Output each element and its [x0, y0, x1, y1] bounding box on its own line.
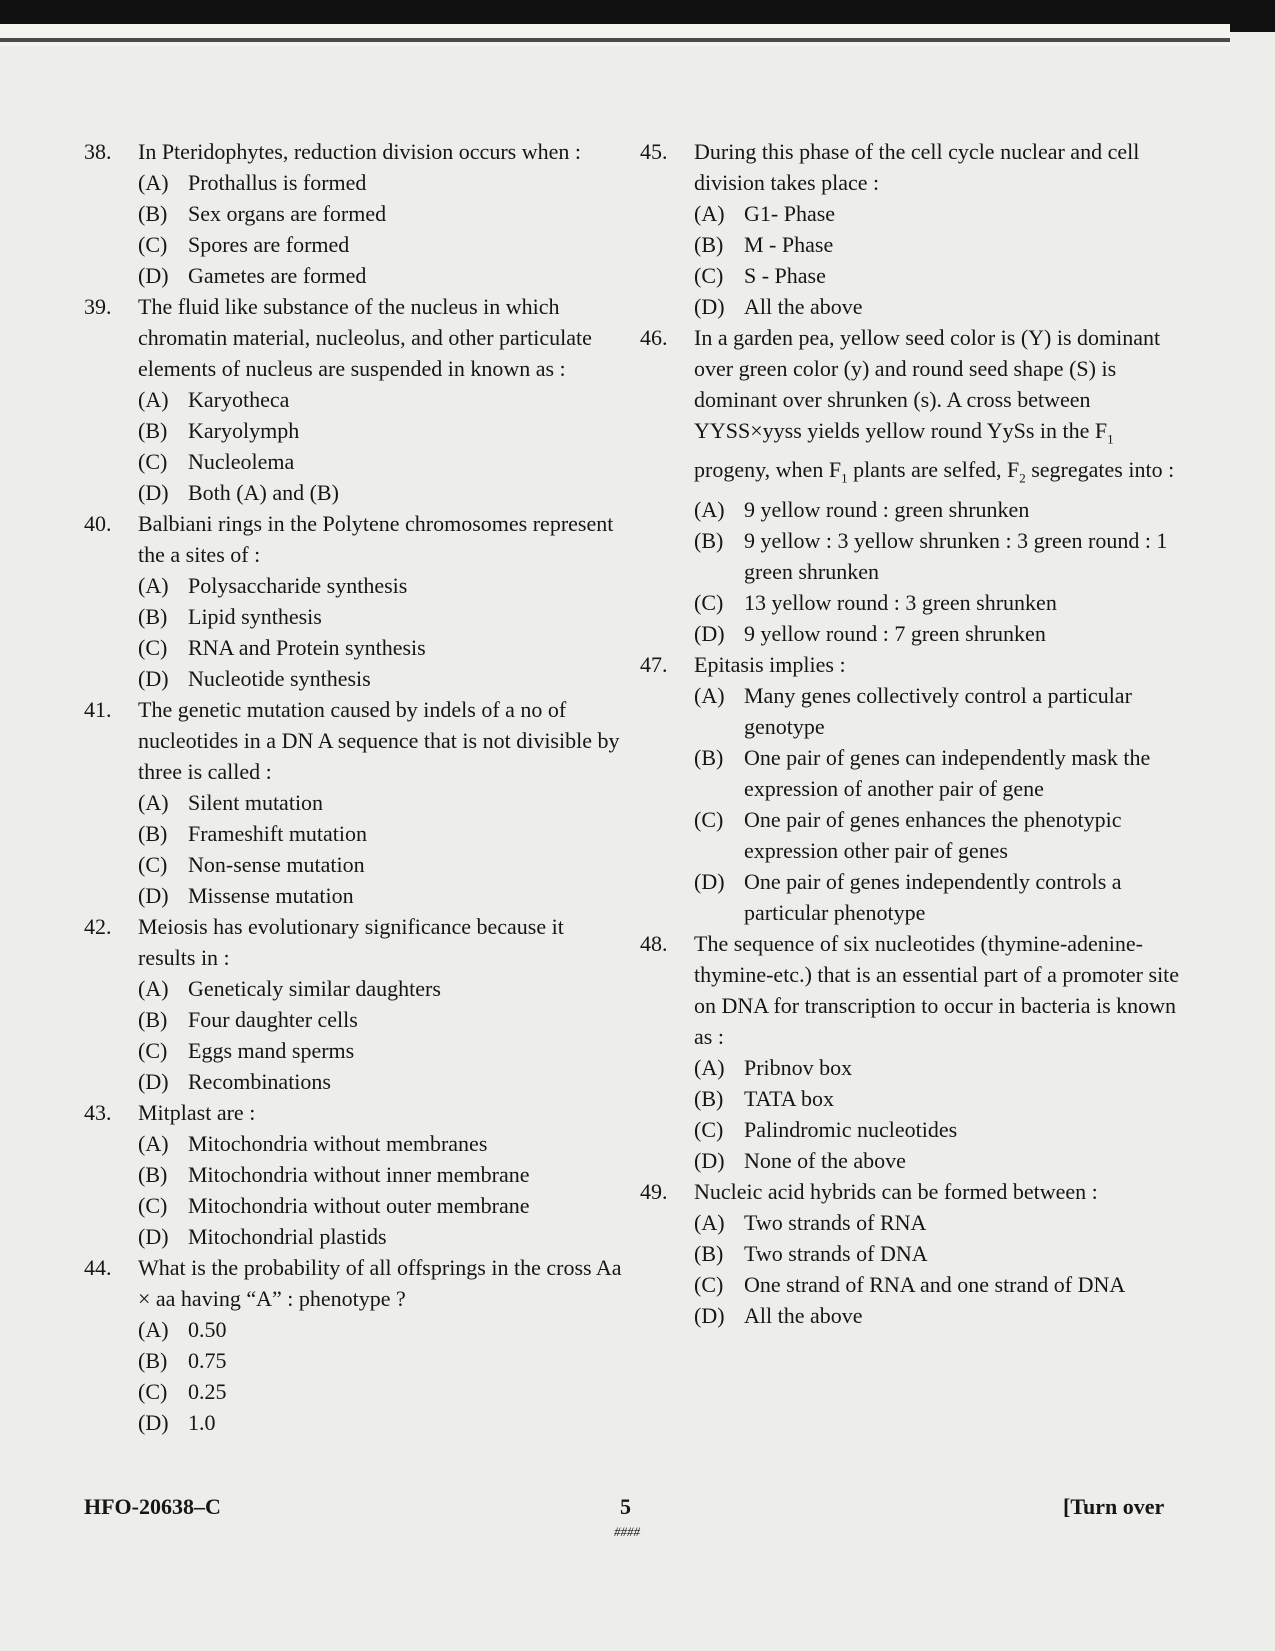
- question: [84, 1252, 624, 1438]
- option-label: (C): [694, 589, 724, 615]
- question-number: 47.: [640, 651, 668, 677]
- option-label: (C): [138, 852, 168, 877]
- option: [138, 1035, 624, 1066]
- option: [694, 866, 1180, 928]
- option-label: (C): [138, 1193, 168, 1218]
- option-label: (A): [694, 496, 725, 522]
- option: [138, 818, 624, 849]
- option-text: M - Phase: [744, 232, 834, 257]
- option-label: (C): [694, 1271, 724, 1297]
- subscript: 1: [1107, 431, 1114, 447]
- question: [84, 508, 624, 694]
- option-label: (B): [694, 744, 724, 770]
- page-hash-mark: ####: [614, 1524, 640, 1539]
- option: [138, 446, 624, 477]
- option-label: (C): [694, 806, 724, 832]
- option-text: Polysaccharide synthesis: [188, 573, 408, 598]
- option-label: (B): [694, 1085, 724, 1111]
- question-number: 38.: [84, 139, 112, 164]
- question-text-part: segregates into :: [1025, 457, 1175, 483]
- option: [138, 1066, 624, 1097]
- option: [138, 415, 624, 446]
- option-label: (A): [694, 201, 725, 226]
- option: [694, 229, 1180, 260]
- option: [694, 291, 1180, 322]
- option: [138, 1159, 624, 1190]
- question-number: 43.: [84, 1100, 112, 1125]
- option-label: (B): [138, 1348, 168, 1373]
- option-label: (A): [138, 976, 169, 1001]
- option-label: (A): [694, 1054, 725, 1080]
- option-text: 9 yellow : 3 yellow shrunken : 3 green round : 1 green shrunken: [744, 527, 1168, 584]
- option-text: Geneticaly similar daughters: [188, 976, 441, 1001]
- option-text: TATA box: [744, 1085, 834, 1111]
- option: [138, 1190, 624, 1221]
- question-text-part: In a garden pea, yellow seed color is (Y) is dominant over green color (y) and round seed shape (S) is dominant over shrunken (s). A cross between YYSS×yyss yields yellow round YySs in the F: [694, 325, 1161, 443]
- option-text: Lipid synthesis: [188, 604, 322, 629]
- option-label: (C): [694, 1116, 724, 1142]
- option-text: RNA and Protein synthesis: [188, 635, 426, 660]
- option-text: 0.25: [188, 1379, 227, 1404]
- option: [694, 1114, 1180, 1145]
- question: [640, 649, 1180, 928]
- option: [694, 198, 1180, 229]
- option-label: (D): [138, 883, 169, 908]
- question-text: The sequence of six nucleotides (thymine-adenine-thymine-etc.) that is an essential part of a promoter site on DNA for transcription to occur in bacteria is known as :: [694, 930, 1180, 1049]
- option-label: (C): [138, 1379, 168, 1404]
- option-text: All the above: [744, 1302, 863, 1328]
- option: [694, 1145, 1180, 1176]
- option-text: Recombinations: [188, 1069, 331, 1094]
- option-label: (D): [138, 1069, 169, 1094]
- question-number: 40.: [84, 511, 112, 536]
- option: [138, 787, 624, 818]
- question: [84, 694, 624, 911]
- option-text: All the above: [744, 294, 863, 319]
- option-label: (C): [138, 232, 168, 257]
- question-text: The fluid like substance of the nucleus in which chromatin material, nucleolus, and other particulate elements of nucleus are suspended in known as :: [138, 294, 592, 381]
- option: [138, 1407, 624, 1438]
- option-text: Mitochondrial plastids: [188, 1224, 387, 1249]
- option: [694, 260, 1180, 291]
- question-text: Meiosis has evolutionary significance because it results in :: [138, 914, 564, 970]
- option-text: Frameshift mutation: [188, 821, 368, 846]
- option: [138, 1345, 624, 1376]
- subscript: 1: [841, 470, 848, 486]
- question-text: Epitasis implies :: [694, 651, 846, 677]
- option-text: One strand of RNA and one strand of DNA: [744, 1271, 1126, 1297]
- option-text: S - Phase: [744, 263, 826, 288]
- option-label: (A): [138, 790, 169, 815]
- question-text: Balbiani rings in the Polytene chromosomes represent the a sites of :: [138, 511, 614, 567]
- option-text: Pribnov box: [744, 1054, 853, 1080]
- option: [138, 663, 624, 694]
- option: [694, 618, 1180, 649]
- question-number: 46.: [640, 325, 668, 350]
- option-label: (D): [138, 1224, 169, 1249]
- question-number: 44.: [84, 1255, 112, 1280]
- question-number: 45.: [640, 139, 668, 164]
- option-label: (D): [694, 294, 725, 319]
- option-text: One pair of genes enhances the phenotypic expression other pair of genes: [744, 806, 1122, 863]
- option-label: (A): [138, 573, 169, 598]
- option-label: (A): [138, 170, 169, 195]
- question-number: 42.: [84, 914, 112, 939]
- option-text: 0.75: [188, 1348, 227, 1373]
- option: [138, 632, 624, 663]
- option: [138, 477, 624, 508]
- option-text: Mitochondria without outer membrane: [188, 1193, 530, 1218]
- option-label: (B): [138, 201, 168, 226]
- option: [138, 260, 624, 291]
- question-text: During this phase of the cell cycle nuclear and cell division takes place :: [694, 139, 1140, 195]
- option-text: Palindromic nucleotides: [744, 1116, 958, 1142]
- question: [84, 136, 624, 291]
- option-label: (C): [138, 449, 168, 474]
- option: [694, 587, 1180, 618]
- paper-code: HFO-20638–C: [84, 1494, 221, 1519]
- option: [138, 1376, 624, 1407]
- option-text: Gametes are formed: [188, 263, 367, 288]
- option: [138, 973, 624, 1004]
- option-text: Silent mutation: [188, 790, 324, 815]
- option-label: (D): [694, 1147, 725, 1173]
- paper-top-margin: [0, 24, 1230, 46]
- option-text: Nucleolema: [188, 449, 295, 474]
- option-label: (D): [138, 480, 169, 505]
- option-text: Nucleotide synthesis: [188, 666, 371, 691]
- right-column: [640, 136, 1180, 1331]
- option-label: (A): [138, 1131, 169, 1156]
- option: [138, 229, 624, 260]
- option-text: 0.50: [188, 1317, 227, 1342]
- option-text: 13 yellow round : 3 green shrunken: [744, 589, 1057, 615]
- option: [694, 742, 1180, 804]
- question: [84, 911, 624, 1097]
- option: [138, 880, 624, 911]
- option-label: (B): [138, 418, 168, 443]
- option-label: (D): [694, 620, 725, 646]
- option-text: 1.0: [188, 1410, 216, 1435]
- option-label: (B): [138, 1162, 168, 1187]
- option: [694, 804, 1180, 866]
- question-number: 39.: [84, 294, 112, 319]
- option-text: Missense mutation: [188, 883, 354, 908]
- option: [694, 1052, 1180, 1083]
- option-text: Four daughter cells: [188, 1007, 358, 1032]
- question: [640, 1176, 1180, 1331]
- option: [694, 1269, 1180, 1300]
- option-label: (D): [138, 263, 169, 288]
- option-label: (C): [694, 263, 724, 288]
- option: [694, 1207, 1180, 1238]
- option-text: Karyotheca: [188, 387, 290, 412]
- option-label: (A): [694, 1209, 725, 1235]
- option-label: (B): [694, 527, 724, 553]
- left-column: [84, 136, 624, 1438]
- option-text: Two strands of RNA: [744, 1209, 927, 1235]
- question-text-part: plants are selfed, F: [847, 457, 1020, 483]
- option: [694, 494, 1180, 525]
- question: [640, 322, 1180, 649]
- question: [84, 1097, 624, 1252]
- option: [694, 1238, 1180, 1269]
- option: [138, 198, 624, 229]
- question-text: In Pteridophytes, reduction division occurs when :: [138, 139, 581, 164]
- option: [138, 167, 624, 198]
- option-label: (A): [138, 1317, 169, 1342]
- option: [138, 601, 624, 632]
- option-text: 9 yellow round : green shrunken: [744, 496, 1030, 522]
- question-number: 49.: [640, 1178, 668, 1204]
- option-label: (D): [138, 1410, 169, 1435]
- option-text: Both (A) and (B): [188, 480, 339, 505]
- option-text: Two strands of DNA: [744, 1240, 928, 1266]
- option-label: (B): [138, 1007, 168, 1032]
- option-text: Sex organs are formed: [188, 201, 387, 226]
- question-text: Nucleic acid hybrids can be formed between :: [694, 1178, 1098, 1204]
- option-label: (D): [694, 1302, 725, 1328]
- option: [694, 1300, 1180, 1331]
- option-label: (B): [138, 821, 168, 846]
- option-text: 9 yellow round : 7 green shrunken: [744, 620, 1046, 646]
- turn-over-note: [Turn over: [1063, 1494, 1165, 1519]
- subscript: 2: [1019, 470, 1026, 486]
- option-text: Many genes collectively control a particular genotype: [744, 682, 1132, 739]
- question-text: [694, 322, 1180, 494]
- option-text: One pair of genes independently controls a particular phenotype: [744, 868, 1122, 925]
- question-number: 41.: [84, 697, 112, 722]
- question: [640, 928, 1180, 1176]
- option-label: (B): [694, 232, 724, 257]
- option-text: Mitochondria without membranes: [188, 1131, 488, 1156]
- option-label: (A): [138, 387, 169, 412]
- option: [138, 570, 624, 601]
- option: [138, 384, 624, 415]
- question-text: Mitplast are :: [138, 1100, 256, 1125]
- option-label: (B): [138, 604, 168, 629]
- header-rule: [0, 38, 1230, 42]
- question-number: 48.: [640, 930, 668, 956]
- question: [640, 136, 1180, 322]
- option: [138, 849, 624, 880]
- option-text: None of the above: [744, 1147, 906, 1173]
- option: [694, 680, 1180, 742]
- option: [138, 1128, 624, 1159]
- option-label: (D): [694, 868, 725, 894]
- option-label: (A): [694, 682, 725, 708]
- option-text: Eggs mand sperms: [188, 1038, 355, 1063]
- option-text: Spores are formed: [188, 232, 350, 257]
- option-text: Mitochondria without inner membrane: [188, 1162, 530, 1187]
- option: [694, 525, 1180, 587]
- option: [138, 1004, 624, 1035]
- option-text: Non-sense mutation: [188, 852, 365, 877]
- option-text: One pair of genes can independently mask the expression of another pair of gene: [744, 744, 1151, 801]
- option-label: (B): [694, 1240, 724, 1266]
- question: [84, 291, 624, 508]
- question-text: What is the probability of all offsprings in the cross Aa × aa having “A” : phenotype ?: [138, 1255, 622, 1311]
- page-number: 5: [620, 1494, 631, 1519]
- question-text: The genetic mutation caused by indels of a no of nucleotides in a DN A sequence that is not divisible by three is called :: [138, 697, 620, 784]
- option-label: (C): [138, 635, 168, 660]
- option-label: (C): [138, 1038, 168, 1063]
- option-label: (D): [138, 666, 169, 691]
- question-text-part: progeny, when F: [694, 457, 842, 483]
- option-text: Karyolymph: [188, 418, 300, 443]
- option-text: G1- Phase: [744, 201, 836, 226]
- option: [138, 1314, 624, 1345]
- option-text: Prothallus is formed: [188, 170, 367, 195]
- option: [138, 1221, 624, 1252]
- option: [694, 1083, 1180, 1114]
